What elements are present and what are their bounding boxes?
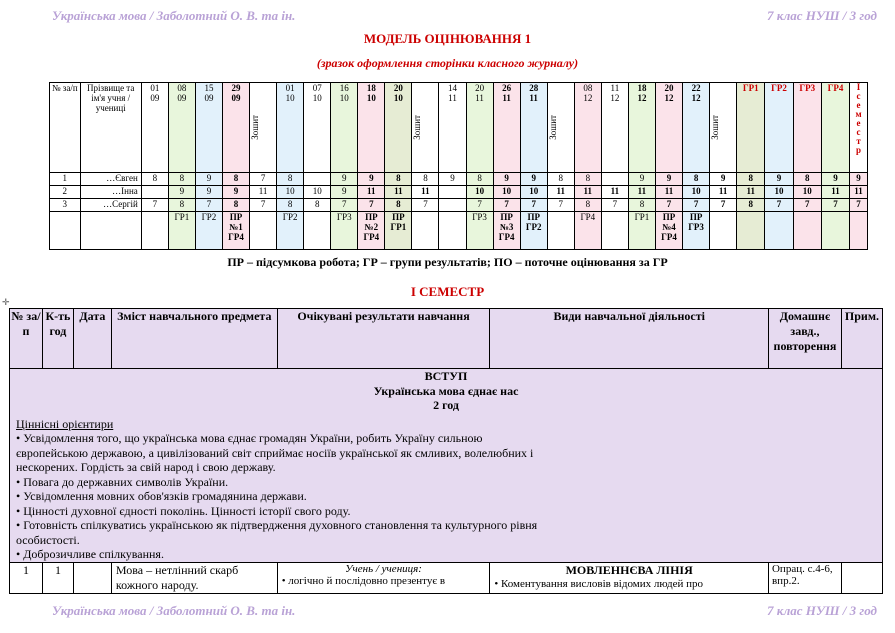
assessment-label xyxy=(412,212,439,250)
value-item: • Усвідомлення мовних обов'язків громадянина держави. xyxy=(16,489,307,503)
grade-cell: 10 xyxy=(683,186,710,199)
group-result-header: ГР2 xyxy=(765,83,793,173)
date-month: 10 xyxy=(366,93,376,103)
col-num: № за/ п xyxy=(10,309,43,369)
grade-cell: 8 xyxy=(168,199,195,212)
date-month: 10 xyxy=(393,93,403,103)
student-name: …Євген xyxy=(80,173,141,186)
assessment-label xyxy=(304,212,331,250)
value-item: • Усвідомлення того, що українська мова єднає громадян України, робить Україну сильною європейською державою, а цивілізований світ сприймає носіїв української як смливих, волелюбних і нескорених. Гордість за свій народ і свою державу. xyxy=(16,431,534,474)
grade-cell: 10 xyxy=(466,186,493,199)
grade-cell: 8 xyxy=(277,199,304,212)
grade-cell: 11 xyxy=(821,186,849,199)
assessment-label: ГР3 xyxy=(466,212,493,250)
header-name: Прізвище та ім'я учня / учениці xyxy=(80,83,141,173)
grade-cell: 11 xyxy=(628,186,655,199)
row1-num: 1 xyxy=(10,563,43,594)
row1-notes xyxy=(841,563,882,594)
grade-cell: 11 xyxy=(710,186,737,199)
semester-header xyxy=(850,83,868,173)
date-month: 12 xyxy=(637,93,647,103)
grade-cell: 7 xyxy=(765,199,793,212)
grade-cell: 11 xyxy=(574,186,601,199)
date-column-header xyxy=(168,83,195,173)
date-column-header xyxy=(250,83,277,173)
col-date: Дата xyxy=(73,309,111,369)
grade-cell: 8 xyxy=(737,173,765,186)
student-num: 2 xyxy=(50,186,81,199)
date-day: 11 xyxy=(610,83,620,93)
grade-cell: 10 xyxy=(493,186,520,199)
date-day: 08 xyxy=(583,83,593,93)
grade-cell: 8 xyxy=(574,199,601,212)
row1-activity xyxy=(490,563,769,594)
grade-cell: 8 xyxy=(222,199,249,212)
assessment-label: ГР2 xyxy=(195,212,222,250)
grade-cell xyxy=(601,173,628,186)
grade-cell: 9 xyxy=(358,173,385,186)
grade-cell: 8 xyxy=(168,173,195,186)
grade-cell xyxy=(141,186,168,199)
grade-cell: 7 xyxy=(710,199,737,212)
grade-cell: 9 xyxy=(520,173,547,186)
grade-cell: 7 xyxy=(601,199,628,212)
assessment-label xyxy=(765,212,793,250)
assessment-label: ПР ГР2 xyxy=(520,212,547,250)
date-column-header xyxy=(195,83,222,173)
date-day: 18 xyxy=(366,83,376,93)
date-column-header xyxy=(628,83,655,173)
col-content: Зміст навчального предмета xyxy=(111,309,277,369)
grade-cell: 7 xyxy=(655,199,682,212)
grade-cell: 7 xyxy=(195,199,222,212)
assessment-label xyxy=(737,212,765,250)
grade-cell: 7 xyxy=(331,199,358,212)
grade-cell: 9 xyxy=(439,173,466,186)
date-column-header xyxy=(141,83,168,173)
date-column-header xyxy=(412,83,439,173)
journal-table xyxy=(49,82,868,250)
date-column-header xyxy=(439,83,466,173)
results-head: Учень / учениця: xyxy=(345,563,422,575)
values-heading: Ціннісні орієнтири xyxy=(16,416,114,431)
speech-line: МОВЛЕННЄВА ЛІНІЯ xyxy=(565,563,693,577)
assessment-label: ГР1 xyxy=(628,212,655,250)
date-month: 09 xyxy=(177,93,187,103)
grade-cell: 9 xyxy=(765,173,793,186)
date-column-header xyxy=(493,83,520,173)
value-item: • Повага до державних символів України. xyxy=(16,474,229,489)
group-result-header: ГР1 xyxy=(737,83,765,173)
grade-cell: 8 xyxy=(683,173,710,186)
grade-cell: 11 xyxy=(385,186,412,199)
grade-cell xyxy=(439,186,466,199)
date-day: 22 xyxy=(691,83,701,93)
footer-left: Українська мова / Заболотний О. В. та ін. xyxy=(52,603,296,618)
date-day: 15 xyxy=(204,83,214,93)
activity-item: • Коментування висловів відомих людей про xyxy=(494,578,703,590)
date-month: 10 xyxy=(285,93,295,103)
date-day: 08 xyxy=(177,83,187,93)
row1-date xyxy=(73,563,111,594)
semester-title: І СЕМЕСТР xyxy=(410,284,485,299)
intro-subtitle: Українська мова єднає нас xyxy=(373,383,519,398)
date-column-header xyxy=(574,83,601,173)
grade-cell xyxy=(304,173,331,186)
header-right: 7 клас НУШ / 3 год xyxy=(766,8,877,23)
page-subtitle: (зразок оформлення сторінки класного журналу) xyxy=(316,56,579,70)
grade-cell: 9 xyxy=(195,186,222,199)
date-month: 12 xyxy=(583,93,593,103)
grade-cell: 9 xyxy=(331,173,358,186)
assessment-label xyxy=(250,212,277,250)
grade-cell: 7 xyxy=(493,199,520,212)
date-column-header xyxy=(710,83,737,173)
date-column-header xyxy=(466,83,493,173)
grade-cell: 8 xyxy=(412,173,439,186)
row1-results xyxy=(277,563,490,594)
date-day: 01 xyxy=(285,83,295,93)
date-month: 11 xyxy=(529,93,538,103)
group-result-header: ГР3 xyxy=(793,83,821,173)
label-spacer xyxy=(80,212,141,250)
grade-cell: 8 xyxy=(793,173,821,186)
assessment-label xyxy=(141,212,168,250)
assessment-label xyxy=(439,212,466,250)
assessment-label: ПР №2 ГР4 xyxy=(358,212,385,250)
assessment-label xyxy=(710,212,737,250)
grade-cell: 7 xyxy=(250,173,277,186)
date-column-header xyxy=(385,83,412,173)
notebook-label: Зошит xyxy=(250,115,261,140)
date-column-header xyxy=(277,83,304,173)
student-name: …Інна xyxy=(80,186,141,199)
journal-legend: ПР – підсумкова робота; ГР – групи результатів; ПО – поточне оцінювання за ГР xyxy=(227,255,668,269)
grade-cell: 11 xyxy=(547,186,574,199)
page-title: МОДЕЛЬ ОЦІНЮВАННЯ 1 xyxy=(363,31,532,46)
grade-cell: 11 xyxy=(655,186,682,199)
date-month: 09 xyxy=(150,93,160,103)
grade-cell: 8 xyxy=(277,173,304,186)
grade-cell: 9 xyxy=(850,173,868,186)
grade-cell: 8 xyxy=(628,199,655,212)
date-month: 12 xyxy=(610,93,620,103)
value-item: • Доброзичливе спілкування. xyxy=(16,547,164,561)
grade-cell: 9 xyxy=(222,186,249,199)
grade-cell: 10 xyxy=(765,186,793,199)
assessment-label xyxy=(850,212,868,250)
grade-cell: 9 xyxy=(655,173,682,186)
notebook-label: Зошит xyxy=(710,115,721,140)
header-num: № за/п xyxy=(50,83,81,173)
date-month: 09 xyxy=(231,93,241,103)
date-column-header xyxy=(222,83,249,173)
grade-cell: 7 xyxy=(520,199,547,212)
row1-homework: Опрац. с.4-6, впр.2. xyxy=(768,563,841,594)
grade-cell: 9 xyxy=(710,173,737,186)
grade-cell: 11 xyxy=(358,186,385,199)
grade-cell: 7 xyxy=(547,199,574,212)
table-move-handle-icon[interactable]: ✛ xyxy=(2,297,10,307)
grade-cell: 11 xyxy=(412,186,439,199)
student-num: 1 xyxy=(50,173,81,186)
date-day: 14 xyxy=(448,83,457,93)
grade-cell: 10 xyxy=(520,186,547,199)
date-day: 16 xyxy=(339,83,349,93)
grade-cell: 11 xyxy=(850,186,868,199)
grade-cell: 8 xyxy=(385,173,412,186)
assessment-label: ПР ГР1 xyxy=(385,212,412,250)
grade-cell: 7 xyxy=(250,199,277,212)
assessment-label: ПР №1 ГР4 xyxy=(222,212,249,250)
date-column-header xyxy=(520,83,547,173)
assessment-label: ПР №4 ГР4 xyxy=(655,212,682,250)
student-name: …Сергій xyxy=(80,199,141,212)
grade-cell: 8 xyxy=(547,173,574,186)
col-results: Очікувані результати навчання xyxy=(277,309,490,369)
value-item: • Цінності духовної єдності поколінь. Цінності історії свого роду. xyxy=(16,503,351,518)
header-left: Українська мова / Заболотний О. В. та ін. xyxy=(52,8,296,23)
notebook-label: Зошит xyxy=(547,115,558,140)
date-month: 12 xyxy=(664,93,674,103)
assessment-label: ГР3 xyxy=(331,212,358,250)
assessment-label xyxy=(547,212,574,250)
date-month: 11 xyxy=(475,93,484,103)
grade-cell: 10 xyxy=(304,186,331,199)
date-column-header xyxy=(655,83,682,173)
date-day: 26 xyxy=(502,83,512,93)
col-activity: Види навчальної діяльності xyxy=(490,309,769,369)
col-notes: Прим. xyxy=(841,309,882,369)
grade-cell: 9 xyxy=(628,173,655,186)
assessment-label: ГР2 xyxy=(277,212,304,250)
assessment-label: ГР1 xyxy=(168,212,195,250)
assessment-label xyxy=(793,212,821,250)
date-column-header xyxy=(683,83,710,173)
grade-cell: 7 xyxy=(683,199,710,212)
grade-cell: 9 xyxy=(168,186,195,199)
intro-hours: 2 год xyxy=(433,398,459,412)
assessment-label xyxy=(601,212,628,250)
grade-cell: 8 xyxy=(304,199,331,212)
grade-cell: 7 xyxy=(821,199,849,212)
date-month: 12 xyxy=(691,93,701,103)
lesson-plan-table xyxy=(9,308,883,594)
grade-cell: 7 xyxy=(850,199,868,212)
date-day: 07 xyxy=(312,83,322,93)
date-month: 09 xyxy=(204,93,214,103)
grade-cell: 9 xyxy=(493,173,520,186)
col-hours: К-ть год xyxy=(42,309,73,369)
date-month: 10 xyxy=(312,93,322,103)
date-month: 11 xyxy=(502,93,511,103)
date-day: 18 xyxy=(637,83,647,93)
grade-cell: 10 xyxy=(793,186,821,199)
notebook-label: Зошит xyxy=(412,115,423,140)
grade-cell: 8 xyxy=(574,173,601,186)
grade-cell: 8 xyxy=(466,173,493,186)
grade-cell: 7 xyxy=(141,199,168,212)
date-month: 10 xyxy=(339,93,349,103)
semester-vertical-label: І с е м е с т р xyxy=(855,82,862,155)
date-day: 29 xyxy=(231,83,241,93)
date-column-header xyxy=(358,83,385,173)
grade-cell: 8 xyxy=(222,173,249,186)
grade-cell: 7 xyxy=(358,199,385,212)
grade-cell: 7 xyxy=(412,199,439,212)
intro-cell xyxy=(10,369,883,563)
row1-hours: 1 xyxy=(42,563,73,594)
grade-cell: 11 xyxy=(601,186,628,199)
row1-content: Мова – нетлінний скарб кожного народу. xyxy=(111,563,277,594)
group-result-header: ГР4 xyxy=(821,83,849,173)
assessment-label: ПР ГР3 xyxy=(683,212,710,250)
intro-title: ВСТУП xyxy=(424,369,468,383)
value-item: • Готовність спілкуватись українською як підтвердження духовного становлення та культурного рівня особистості. xyxy=(16,518,538,547)
grade-cell: 8 xyxy=(141,173,168,186)
date-day: 01 xyxy=(150,83,160,93)
grade-cell: 11 xyxy=(250,186,277,199)
grade-cell: 7 xyxy=(793,199,821,212)
grade-cell: 7 xyxy=(466,199,493,212)
date-day: 20 xyxy=(393,83,403,93)
date-day: 20 xyxy=(475,83,485,93)
results-item: • логічно й послідовно презентує в xyxy=(281,575,446,587)
assessment-label xyxy=(821,212,849,250)
date-column-header xyxy=(331,83,358,173)
grade-cell: 11 xyxy=(737,186,765,199)
date-day: 28 xyxy=(529,83,539,93)
assessment-label: ГР4 xyxy=(574,212,601,250)
grade-cell xyxy=(439,199,466,212)
date-column-header xyxy=(304,83,331,173)
grade-cell: 8 xyxy=(737,199,765,212)
date-day: 20 xyxy=(664,83,674,93)
label-spacer xyxy=(50,212,81,250)
date-column-header xyxy=(547,83,574,173)
grade-cell: 9 xyxy=(821,173,849,186)
grade-cell: 8 xyxy=(385,199,412,212)
footer-right: 7 клас НУШ / 3 год xyxy=(766,603,877,618)
date-column-header xyxy=(601,83,628,173)
date-month: 11 xyxy=(448,93,457,103)
assessment-label: ПР №3 ГР4 xyxy=(493,212,520,250)
grade-cell: 9 xyxy=(195,173,222,186)
col-homework: Домашнє завд., повторення xyxy=(768,309,841,369)
grade-cell: 10 xyxy=(277,186,304,199)
student-num: 3 xyxy=(50,199,81,212)
grade-cell: 9 xyxy=(331,186,358,199)
